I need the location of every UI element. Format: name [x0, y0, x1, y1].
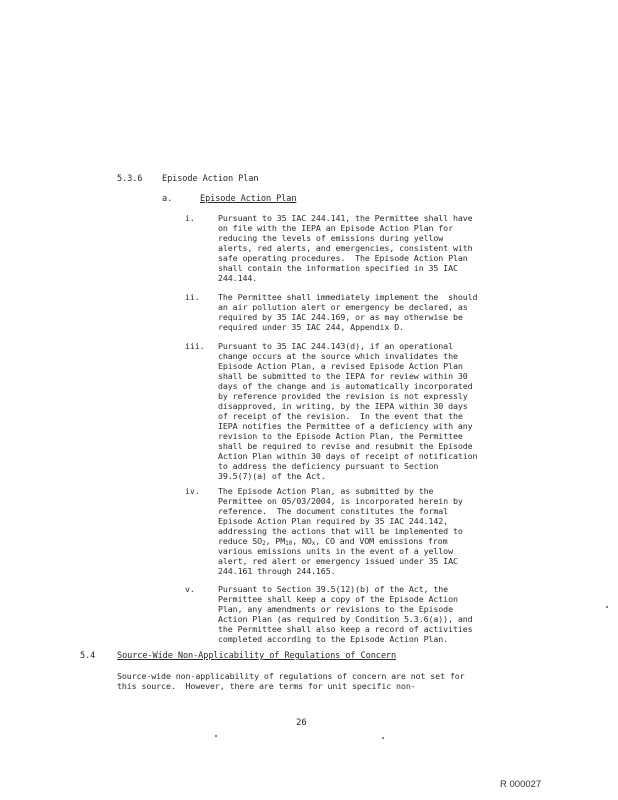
scan-speck	[382, 737, 384, 739]
bates-number: R 000027	[500, 779, 542, 790]
section-5-4-line-2: this source. However, there are terms for unit specific non-	[117, 681, 416, 691]
item-iii-line-10: revision to the Episode Action Plan, the Permittee	[218, 431, 463, 441]
section-5-3-6-title: Episode Action Plan	[162, 174, 259, 184]
item-iii-line-1: Pursuant to 35 IAC 244.143(d), if an operational	[218, 341, 453, 351]
subsection-a-title: Episode Action Plan	[200, 194, 297, 204]
item-iv-line-2: Permittee on 05/03/2004, is incorporated herein by	[218, 496, 463, 506]
item-v-number: v.	[185, 584, 195, 594]
item-v-line-2: Permittee shall keep a copy of the Episode Action	[218, 594, 458, 604]
item-iv-line-6-mid2: , NO	[292, 536, 312, 546]
section-5-4-number: 5.4	[80, 651, 96, 661]
page-number: 26	[296, 718, 307, 728]
item-iii-line-11: shall be required to revise and resubmit the Episode	[218, 441, 473, 451]
item-v-line-5: the Permittee shall also keep a record of activities	[218, 624, 473, 634]
item-iii-line-13: to address the deficiency pursuant to Section	[218, 461, 439, 471]
item-ii-line-4: required under 35 IAC 244, Appendix D.	[218, 322, 405, 332]
item-i-line-2: on file with the IEPA an Episode Action Plan for	[218, 223, 453, 233]
item-iii-line-12: Action Plan within 30 days of receipt of notification	[218, 451, 478, 461]
item-iv-line-1: The Episode Action Plan, as submitted by the	[218, 486, 434, 496]
scan-speck	[215, 735, 217, 737]
subsection-a-letter: a.	[162, 194, 173, 204]
item-iv-number: iv.	[185, 486, 200, 496]
scan-speck	[606, 606, 608, 608]
item-iv-sub-nox: x	[311, 540, 316, 547]
item-v-line-6: completed according to the Episode Action Plan.	[218, 634, 449, 644]
item-iv-line-6-pre: reduce SO	[218, 536, 263, 546]
section-5-4-line-1: Source-wide non-applicability of regulations of concern are not set for	[117, 671, 465, 681]
item-i-line-5: safe operating procedures. The Episode Action Plan	[218, 253, 468, 263]
item-i-line-7: 244.144.	[218, 273, 258, 283]
item-iv-line-5: addressing the actions that will be implemented to	[218, 526, 463, 536]
item-iv-sub-so2: 2	[262, 540, 266, 547]
item-i-number: i.	[185, 213, 195, 223]
item-iii-line-3: Episode Action Plan, a revised Episode Action Plan	[218, 361, 463, 371]
item-iii-line-5: days of the change and is automatically incorporated	[218, 381, 473, 391]
item-i-line-6: shall contain the information specified in 35 IAC	[218, 263, 458, 273]
item-iii-line-8: of receipt of the revision. In the event that the	[218, 411, 463, 421]
item-iii-line-2: change occurs at the source which invalidates the	[218, 351, 458, 361]
item-iii-line-6: by reference provided the revision is not expressly	[218, 391, 468, 401]
item-ii-number: ii.	[185, 292, 200, 302]
item-iv-line-6-mid1: , PM	[265, 536, 286, 546]
item-iv-line-9: 244.161 through 244.165.	[218, 566, 336, 576]
section-5-3-6-number: 5.3.6	[117, 174, 143, 184]
item-iii-number: iii.	[185, 341, 205, 351]
item-i-line-3: reducing the levels of emissions during yellow	[218, 233, 444, 243]
item-iv-line-6	[218, 536, 447, 546]
item-iii-line-4: shall be submitted to the IEPA for review within 30	[218, 371, 468, 381]
item-i-line-4: alerts, red alerts, and emergencies, consistent with	[218, 243, 473, 253]
item-ii-line-3: required by 35 IAC 244.169, or as may otherwise be	[218, 312, 463, 322]
item-v-line-1: Pursuant to Section 39.5(12)(b) of the Act, the	[218, 584, 449, 594]
item-iii-line-14: 39.5(7)(a) of the Act.	[218, 471, 326, 481]
item-v-line-3: Plan, any amendments or revisions to the Episode	[218, 604, 453, 614]
item-iv-line-6-post: , CO and VOM emissions from	[315, 536, 448, 546]
item-iv-sub-pm10: 10	[285, 540, 293, 547]
item-i-line-1: Pursuant to 35 IAC 244.141, the Permittee shall have	[218, 213, 473, 223]
item-iv-line-7: various emissions units in the event of a yellow	[218, 546, 453, 556]
section-5-4-title: Source-Wide Non-Applicability of Regulations of Concern	[117, 651, 397, 661]
item-ii-line-2: an air pollution alert or emergency be declared, as	[218, 302, 468, 312]
item-iv-line-4: Episode Action Plan required by 35 IAC 244.142,	[218, 516, 449, 526]
item-iii-line-7: disapproved, in writing, by the IEPA within 30 days	[218, 401, 468, 411]
item-iv-line-3: reference. The document constitutes the formal	[218, 506, 449, 516]
item-iv-line-8: alert, red alert or emergency issued under 35 IAC	[218, 556, 458, 566]
item-v-line-4: Action Plan (as required by Condition 5.3.6(a)), and	[218, 614, 473, 624]
item-iii-line-9: IEPA notifies the Permittee of a deficiency with any	[218, 421, 473, 431]
item-ii-line-1: The Permittee shall immediately implement the should	[218, 292, 478, 302]
